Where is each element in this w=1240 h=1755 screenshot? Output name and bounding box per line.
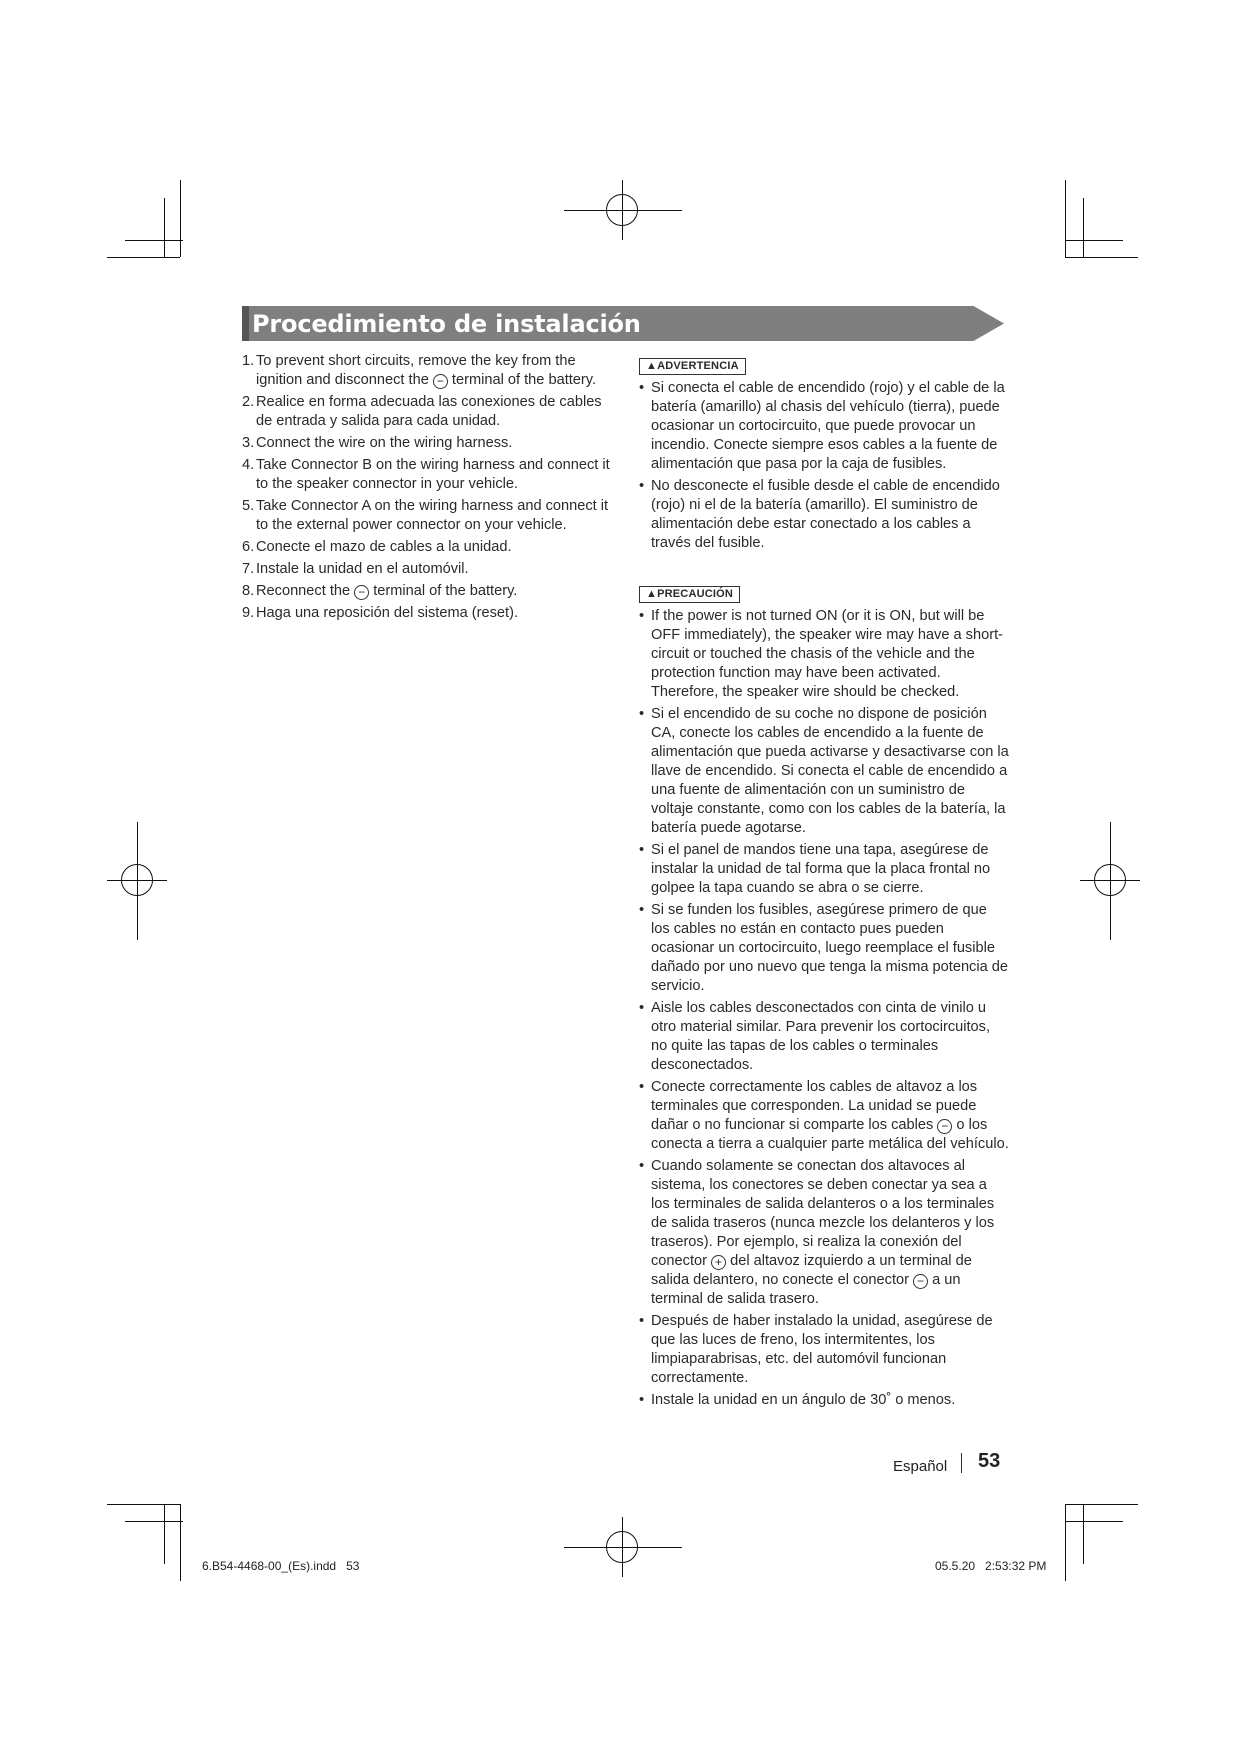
page-footer (880, 1450, 1008, 1480)
installation-steps-column (242, 352, 617, 626)
warning-triangle-icon: ▲ (646, 360, 658, 372)
caution-item: • Después de haber instalado la unidad, asegúrese de que las luces de freno, los intermitentes, los limpiaparabrisas, etc. del automóvil funcionan correctamente. (637, 1312, 1009, 1388)
step-item: 2. Realice en forma adecuada las conexiones de cables de entrada y salida para cada unidad. (242, 394, 602, 429)
caution-list (637, 607, 1009, 1410)
step-item: 9. Haga una reposición del sistema (reset). (242, 605, 519, 621)
step-item: 8. Reconnect the − terminal of the battery. (242, 583, 518, 599)
print-date: 05.5.20 2:53:32 PM (935, 1559, 1047, 1573)
minus-terminal-icon: − (937, 1119, 952, 1134)
footer-language: Español (893, 1458, 948, 1475)
page-number: 53 (978, 1450, 1001, 1472)
step-item: 1. To prevent short circuits, remove the key from the ignition and disconnect the − terminal of the battery. (242, 353, 597, 388)
caution-item: • Si el panel de mandos tiene una tapa, asegúrese de instalar la unidad de tal forma que la placa frontal no golpee la tapa cuando se abra o se cierre. (637, 841, 1009, 898)
print-file-slug: 6.B54-4468-00_(Es).indd 53 (202, 1559, 360, 1573)
plus-terminal-icon: + (711, 1255, 726, 1270)
minus-terminal-icon: − (354, 585, 369, 600)
step-item: 6. Conecte el mazo de cables a la unidad. (242, 539, 512, 555)
step-item: 5. Take Connector A on the wiring harness and connect it to the external power connector on your vehicle. (242, 498, 609, 533)
step-item: 3. Connect the wire on the wiring harness. (242, 435, 513, 451)
step-item: 7. Instale la unidad en el automóvil. (242, 561, 469, 577)
warning-label: ▲ADVERTENCIA (639, 358, 746, 375)
caution-item: • Instale la unidad en un ángulo de 30˚ o menos. (637, 1391, 1009, 1410)
caution-item: • Conecte correctamente los cables de altavoz a los terminales que corresponden. La unidad se puede dañar o no funcionar si comparte los cables − o los conecta a tierra a cualquier parte metálica del vehículo. (637, 1078, 1009, 1154)
title-accent (242, 306, 249, 341)
installation-steps-list (242, 352, 617, 623)
warning-item: • Si conecta el cable de encendido (rojo) y el cable de la batería (amarillo) al chasis del vehículo (tierra), puede ocasionar un cortocircuito, que puede provocar un incendio. Conecte siempre esos cables a la fuente de alimentación que pasa por la caja de fusibles. (637, 379, 1009, 474)
caution-label: ▲PRECAUCIÓN (639, 586, 740, 603)
minus-terminal-icon: − (913, 1274, 928, 1289)
minus-terminal-icon: − (433, 374, 448, 389)
caution-item: • Cuando solamente se conectan dos altavoces al sistema, los conectores se deben conectar ya sea a los terminales de salida delanteros o a los terminales de salida traseros (nunca mezcle los delanteros y los traseros). Por ejemplo, si realiza la conexión del conector + del altavoz izquierdo a un terminal de salida delantero, no conecte el conector − a un terminal de salida trasero. (637, 1157, 1009, 1309)
warning-triangle-icon: ▲ (646, 588, 658, 600)
caution-item: • If the power is not turned ON (or it is ON, but will be OFF immediately), the speaker wire may have a short-circuit or touched the chasis of the vehicle and the protection function may have been activated. Therefore, the speaker wire should be checked. (637, 607, 1009, 702)
warning-list (637, 379, 1009, 553)
caution-item: • Aisle los cables desconectados con cinta de vinilo u otro material similar. Para prevenir los cortocircuitos, no quite las tapas de los cables o terminales desconectados. (637, 999, 1009, 1075)
caution-item: • Si el encendido de su coche no dispone de posición CA, conecte los cables de encendido a la fuente de alimentación que pueda activarse y desactivarse con la llave de encendido. Si conecta el cable de encendido a una fuente de alimentación con un suministro de voltaje constante, como con los cables de la batería, la batería puede agotarse. (637, 705, 1009, 838)
warning-item: • No desconecte el fusible desde el cable de encendido (rojo) ni el de la batería (amarillo). El suministro de alimentación debe estar conectado a los cables a través del fusible. (637, 477, 1009, 553)
caution-item: • Si se funden los fusibles, asegúrese primero de que los cables no están en contacto pues pueden ocasionar un cortocircuito, luego reemplace el fusible dañado por uno nuevo que tenga la misma potencia de servicio. (637, 901, 1009, 996)
section-title: Procedimiento de instalación (252, 310, 641, 338)
warnings-column (637, 356, 1009, 1413)
step-item: 4. Take Connector B on the wiring harness and connect it to the speaker connector in your vehicle. (242, 457, 610, 492)
footer-separator (961, 1453, 962, 1473)
